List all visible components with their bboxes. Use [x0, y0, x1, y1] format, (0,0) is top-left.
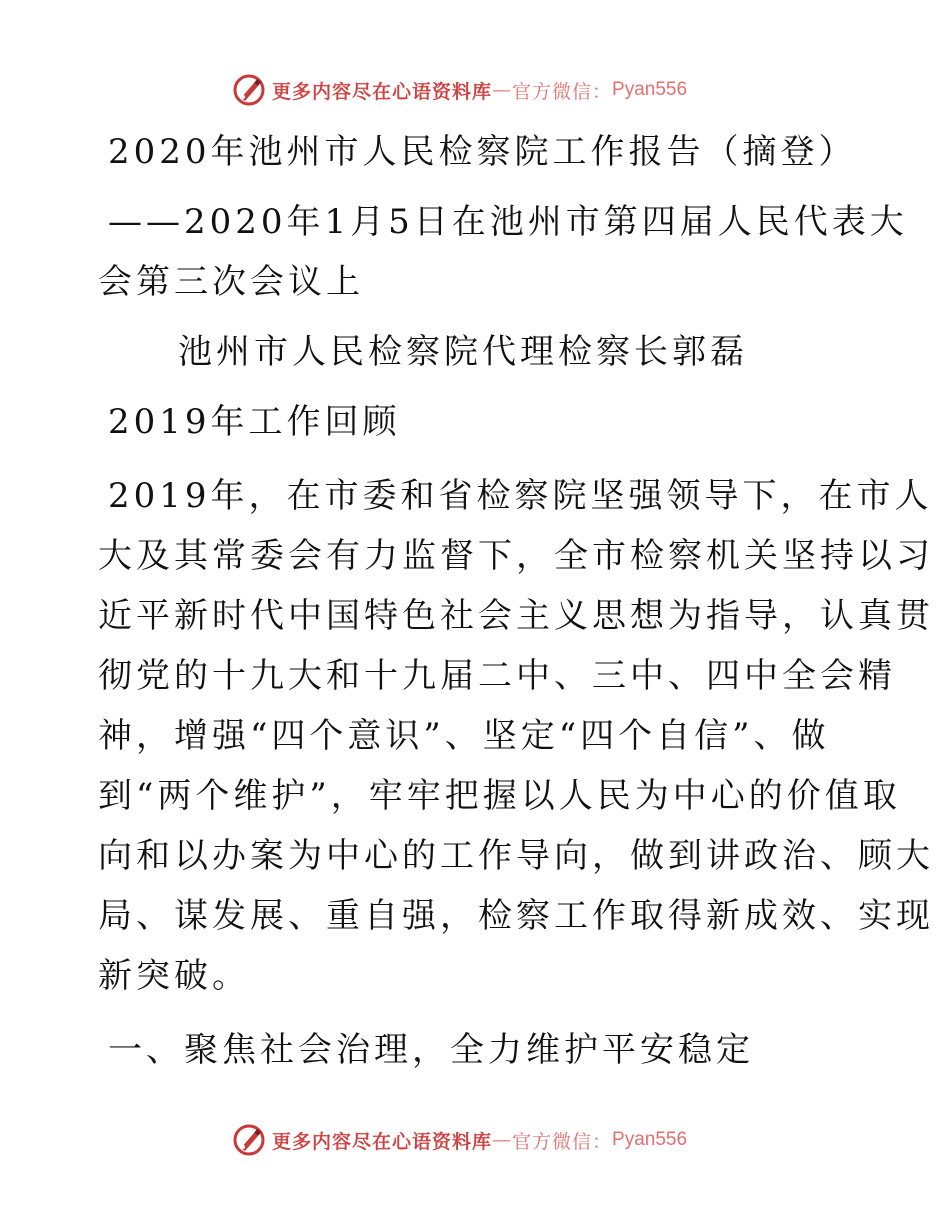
section-heading: 2019年工作回顾 [108, 402, 401, 442]
paragraph-line: 新突破。 [98, 956, 250, 996]
watermark-label: 官方微信： [512, 1130, 613, 1153]
paragraph-line: 向和以办案为中心的工作导向，做到讲政治、顾大 [98, 836, 934, 876]
watermark-banner-top [232, 70, 752, 110]
paragraph-line: 近平新时代中国特色社会主义思想为指导，认真贯 [98, 596, 934, 636]
paragraph-line: 大及其常委会有力监督下，全市检察机关坚持以习 [98, 536, 934, 576]
subsection-heading: 一、聚焦社会治理，全力维护平安稳定 [108, 1030, 754, 1070]
pen-logo-icon [232, 73, 266, 107]
watermark-banner-bottom [232, 1120, 752, 1160]
paragraph-line: 神，增强“四个意识”、坚定“四个自信”、做 [98, 716, 830, 756]
pen-logo-icon [232, 1123, 266, 1157]
paragraph-line: 彻党的十九大和十九届二中、三中、四中全会精 [98, 656, 896, 696]
watermark-brand-text: 更多内容尽在心语资料库 [272, 1130, 493, 1153]
watermark-wechat-id: Pyan556 [612, 79, 688, 100]
watermark-brand-text: 更多内容尽在心语资料库 [272, 80, 493, 103]
document-title: 2020年池州市人民检察院工作报告（摘登） [108, 132, 857, 172]
document-subtitle-line-2: 会第三次会议上 [98, 262, 364, 302]
watermark-wechat-id: Pyan556 [612, 1129, 688, 1150]
document-subtitle-line-1: ——2020年1月5日在池州市第四届人民代表大 [108, 202, 908, 242]
body-paragraph [98, 466, 934, 1006]
document-body [98, 122, 934, 1080]
watermark-label: 官方微信： [512, 80, 613, 103]
paragraph-line: 到“两个维护”，牢牢把握以人民为中心的价值取 [98, 776, 901, 816]
watermark-dash: — [492, 1129, 513, 1151]
watermark-dash: — [492, 79, 513, 101]
document-author: 池州市人民检察院代理检察长郭磊 [178, 332, 748, 372]
paragraph-line: 局、谋发展、重自强，检察工作取得新成效、实现 [98, 896, 934, 936]
paragraph-line: 2019年，在市委和省检察院坚强领导下，在市人 [108, 476, 933, 516]
